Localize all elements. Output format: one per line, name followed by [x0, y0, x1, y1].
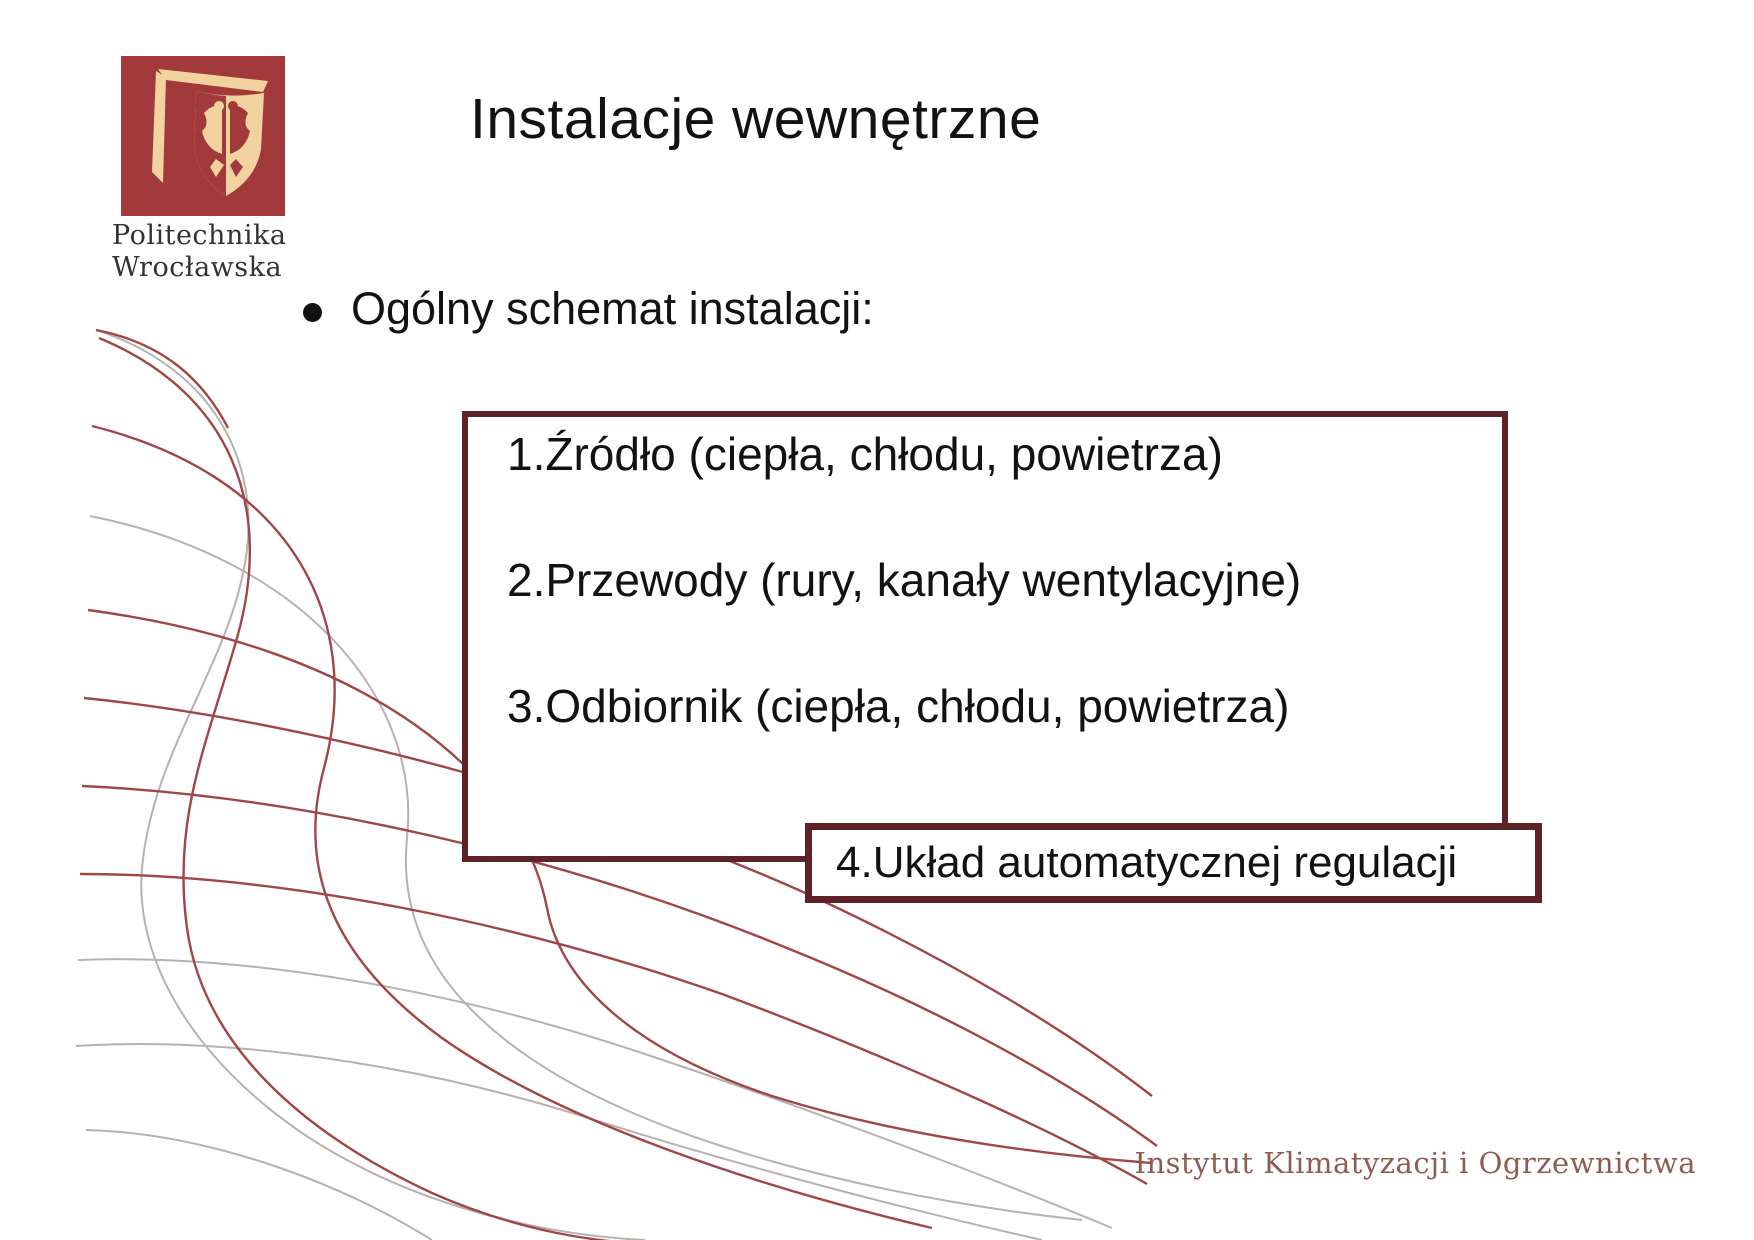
schema-item-2: 2.Przewody (rury, kanały wentylacyjne): [507, 554, 1302, 606]
university-name-line2: Wrocławska: [112, 252, 283, 283]
university-name: [112, 220, 286, 284]
schema-item-1: 1.Źródło (ciepła, chłodu, powietrza): [507, 428, 1223, 480]
schema-list: [468, 417, 1502, 732]
university-name-line1: Politechnika: [112, 220, 287, 251]
bullet-text: Ogólny schemat instalacji:: [351, 283, 874, 334]
university-logo-icon: [120, 55, 286, 217]
automation-box-text: 4.Układ automatycznej regulacji: [836, 838, 1458, 887]
bullet-dot-icon: [303, 303, 322, 322]
automation-box: [805, 823, 1542, 903]
footer-institute-name: Instytut Klimatyzacji i Ogrzewnictwa: [1134, 1146, 1696, 1180]
schema-item-3: 3.Odbiornik (ciepła, chłodu, powietrza): [507, 680, 1290, 732]
schema-box: [462, 411, 1508, 862]
slide-title: Instalacje wewnętrzne: [470, 87, 1042, 151]
bullet-row: [303, 283, 874, 335]
